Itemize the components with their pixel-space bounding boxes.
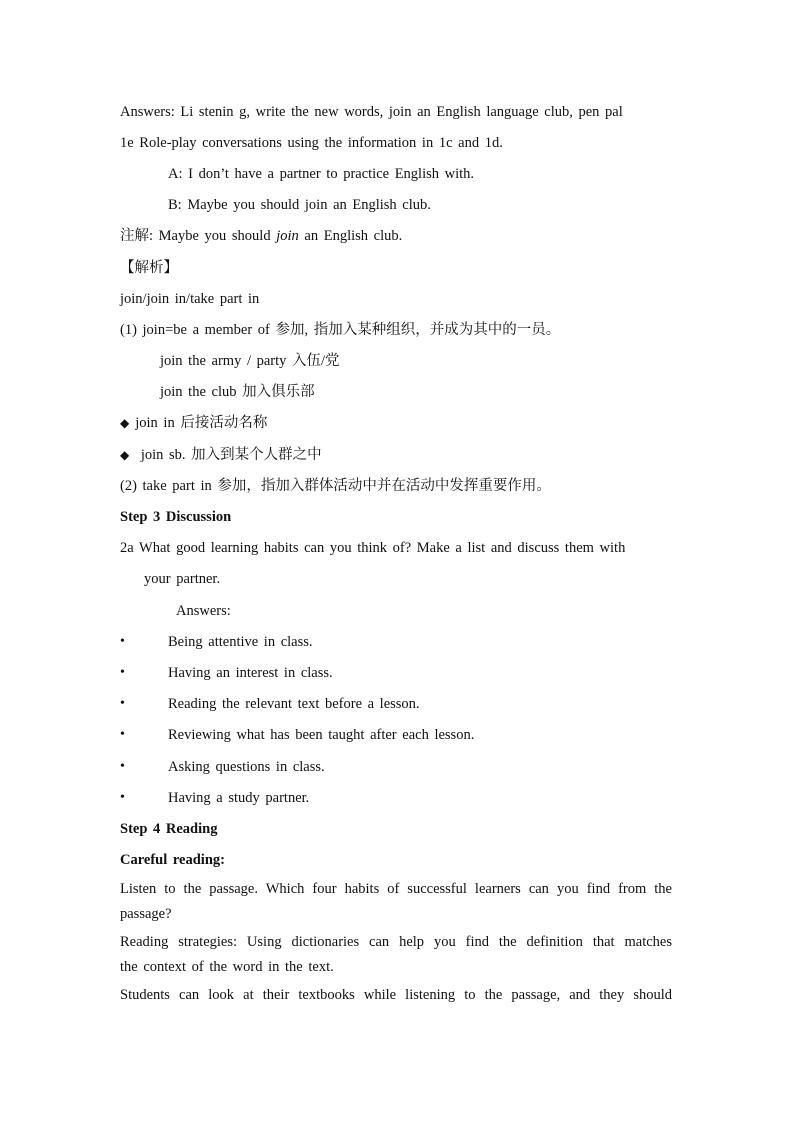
diamond-item-join-sb <box>120 445 322 465</box>
section-2a-line2: your partner. <box>144 571 221 587</box>
diamond-icon: ◆ <box>120 448 130 462</box>
strategies-paragraph-line2: the context of the word in the text. <box>120 959 334 975</box>
bullet-text: Having an interest in class. <box>168 665 333 681</box>
bullet-text: Asking questions in class. <box>168 759 325 775</box>
example-army: join the army / party 入伍/党 <box>160 353 340 369</box>
step4-heading: Step 4 Reading <box>120 821 218 837</box>
bullet-text: Reading the relevant text before a lesson. <box>168 696 420 712</box>
answers-label: Answers: <box>176 603 231 619</box>
join-forms: join/join in/take part in <box>120 291 260 307</box>
diamond-text: join sb. 加入到某个人群之中 <box>140 447 322 463</box>
diamond-text: join in 后接活动名称 <box>135 415 268 431</box>
careful-reading-heading: Careful reading: <box>120 852 225 868</box>
point-1: (1) join=be a member of 参加, 指加入某种组织，并成为其中的一员。 <box>120 322 561 338</box>
students-paragraph-line1: Students can look at their textbooks while listening to the passage, and they should <box>120 987 672 1003</box>
step3-heading: Step 3 Discussion <box>120 509 232 525</box>
jiexi-heading: 【解析】 <box>120 260 178 276</box>
diamond-item-join-in <box>120 413 267 433</box>
diamond-icon: ◆ <box>120 416 130 430</box>
bullet-icon: • <box>120 634 125 649</box>
bullet-icon: • <box>120 696 125 711</box>
listen-paragraph-line2: passage? <box>120 906 172 922</box>
dialogue-b: B: Maybe you should join an English club. <box>168 197 431 213</box>
bullet-icon: • <box>120 665 125 680</box>
bullet-text: Being attentive in class. <box>168 634 313 650</box>
note-suffix: an English club. <box>298 228 403 244</box>
example-club: join the club 加入俱乐部 <box>160 384 315 400</box>
bullet-icon: • <box>120 759 125 774</box>
listen-paragraph-line1: Listen to the passage. Which four habits of successful learners can you find from the <box>120 881 672 897</box>
bullet-icon: • <box>120 727 125 742</box>
section-1e: 1e Role-play conversations using the information in 1c and 1d. <box>120 135 503 151</box>
bullet-text: Reviewing what has been taught after each lesson. <box>168 727 475 743</box>
bullet-text: Having a study partner. <box>168 790 310 806</box>
section-2a-line1: 2a What good learning habits can you think of? Make a list and discuss them with <box>120 540 626 556</box>
bullet-icon: • <box>120 790 125 805</box>
note-line <box>120 226 402 246</box>
note-prefix: 注解: Maybe you should <box>120 228 277 244</box>
point-2: (2) take part in 参加，指加入群体活动中并在活动中发挥重要作用。 <box>120 478 551 494</box>
note-join-italic: join <box>276 228 299 244</box>
dialogue-a: A: I don’t have a partner to practice English with. <box>168 166 475 182</box>
answers-line: Answers: Li stenin g, write the new words, join an English language club, pen pal <box>120 104 623 120</box>
strategies-paragraph-line1: Reading strategies: Using dictionaries can help you find the definition that matches <box>120 934 672 950</box>
